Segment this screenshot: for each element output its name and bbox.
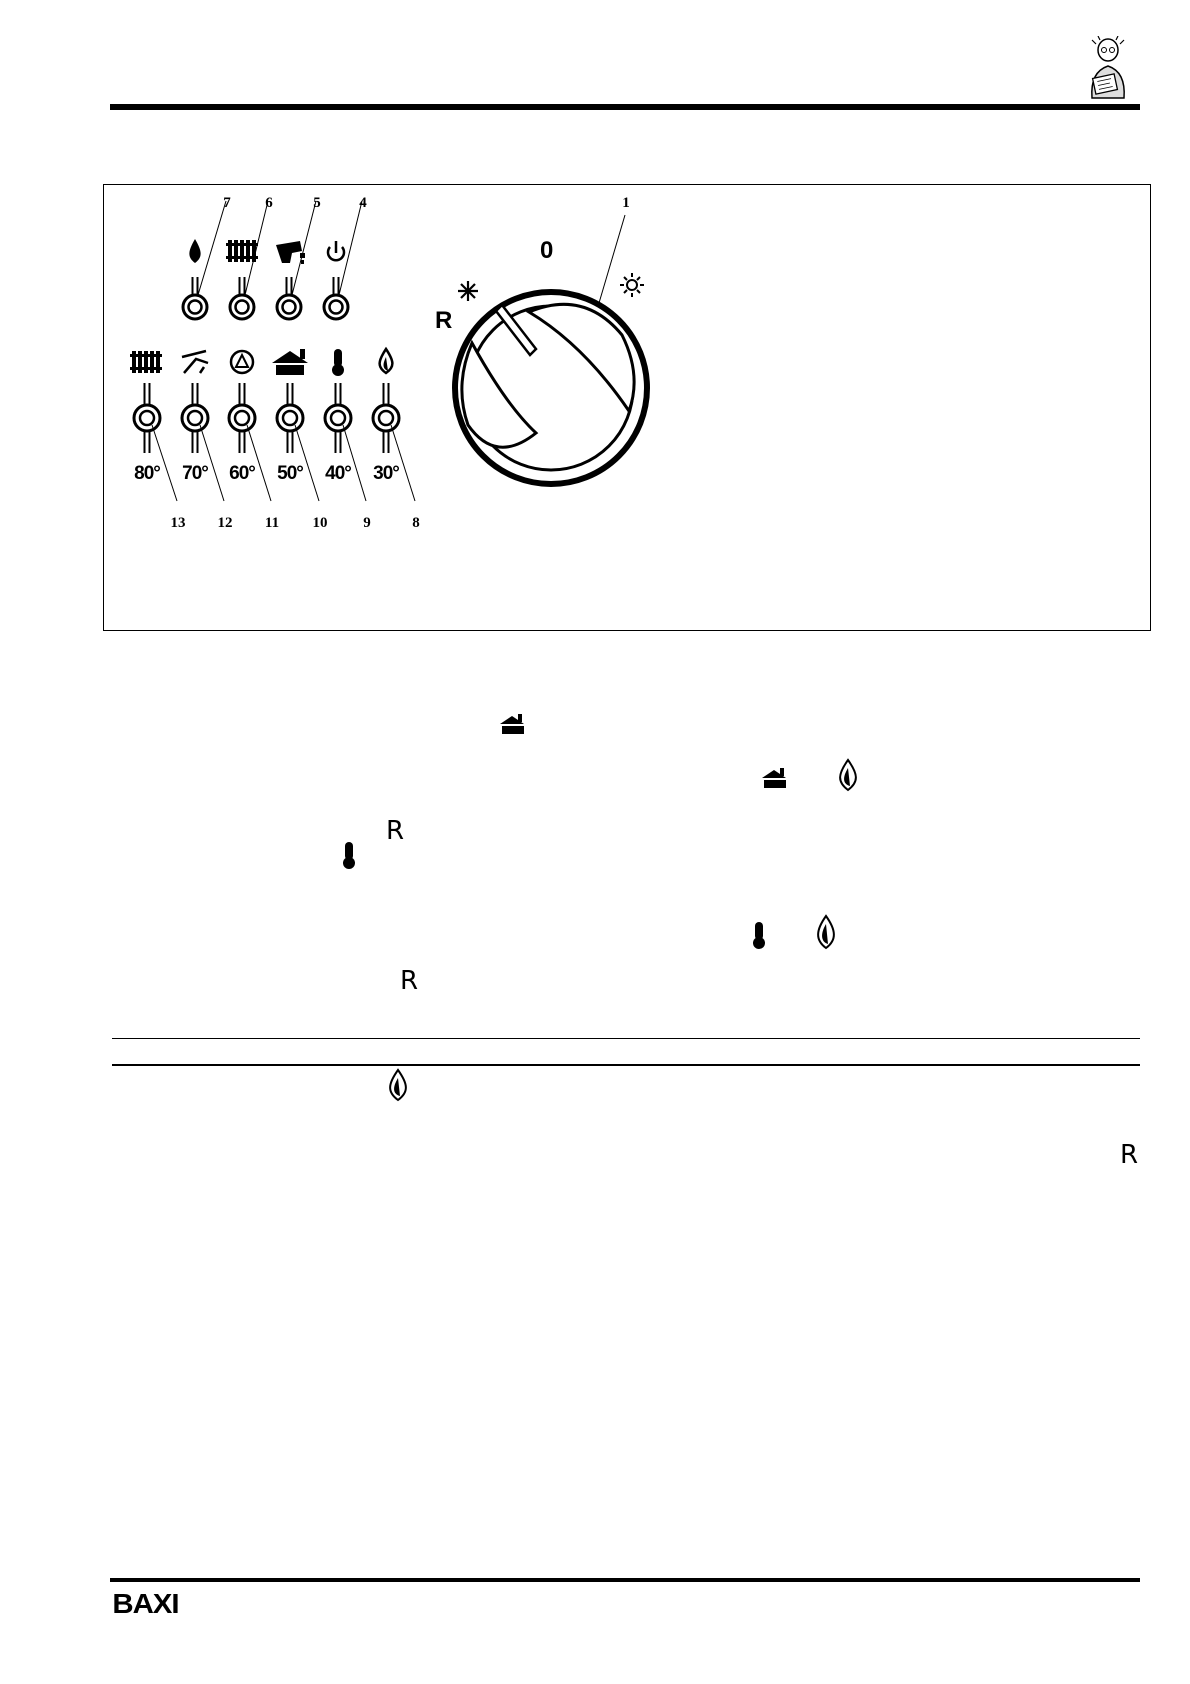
callout-12: 12 <box>217 515 233 531</box>
selector-dial[interactable] <box>455 292 647 484</box>
callout-8: 8 <box>412 515 420 531</box>
flame-icon <box>814 914 838 950</box>
temp-label-50: 50° <box>277 463 303 484</box>
reset-symbol: R <box>1120 1140 1139 1170</box>
led-5 <box>277 277 301 319</box>
flame-icon <box>189 239 200 263</box>
temp-label-80: 80° <box>134 463 160 484</box>
callout-7: 7 <box>223 195 231 211</box>
house-icon <box>760 768 790 790</box>
section-rule-top <box>112 1038 1140 1039</box>
led-4 <box>324 277 348 319</box>
led-11 <box>229 383 255 453</box>
house-icon <box>498 714 528 736</box>
flame-icon <box>380 349 393 373</box>
led-9 <box>325 383 351 453</box>
flame-icon <box>836 758 860 792</box>
house-icon <box>272 349 308 375</box>
led-8 <box>373 383 399 453</box>
callout-11: 11 <box>264 515 280 531</box>
callout-1: 1 <box>622 195 630 211</box>
led-7 <box>183 277 207 319</box>
tap-icon <box>182 351 208 373</box>
dial-reset-label: R <box>435 307 453 334</box>
header-rule <box>110 104 1140 110</box>
callout-9: 9 <box>363 515 371 531</box>
reset-symbol: R <box>386 816 405 846</box>
led-6 <box>230 277 254 319</box>
temp-label-40: 40° <box>325 463 351 484</box>
callout-5: 5 <box>313 195 321 211</box>
flame-icon <box>386 1068 410 1102</box>
led-13 <box>134 383 160 453</box>
thermometer-icon <box>340 840 358 870</box>
section-rule-bottom <box>112 1064 1140 1066</box>
footer-rule <box>110 1578 1140 1582</box>
control-panel-figure <box>103 184 1151 631</box>
led-10 <box>277 383 303 453</box>
panel-drawing <box>104 185 1150 630</box>
temp-label-60: 60° <box>229 463 255 484</box>
sun-icon <box>620 273 644 297</box>
baxi-logo: BAXI <box>112 1588 179 1619</box>
led-12 <box>182 383 208 453</box>
snowflake-icon <box>458 281 478 301</box>
temp-label-70: 70° <box>182 463 208 484</box>
thermometer-icon <box>332 349 344 376</box>
reset-symbol: R <box>400 966 419 996</box>
power-icon <box>328 241 344 260</box>
callout-13: 13 <box>170 515 186 531</box>
callout-6: 6 <box>265 195 273 211</box>
dial-off-label: 0 <box>540 237 554 264</box>
thermometer-icon <box>750 920 768 950</box>
temp-label-30: 30° <box>373 463 399 484</box>
reading-man-icon <box>1082 36 1134 100</box>
pump-icon <box>231 351 253 373</box>
callout-10: 10 <box>312 515 328 531</box>
radiator-icon <box>226 240 258 262</box>
radiator-icon <box>130 351 162 373</box>
callout-4: 4 <box>359 195 367 211</box>
